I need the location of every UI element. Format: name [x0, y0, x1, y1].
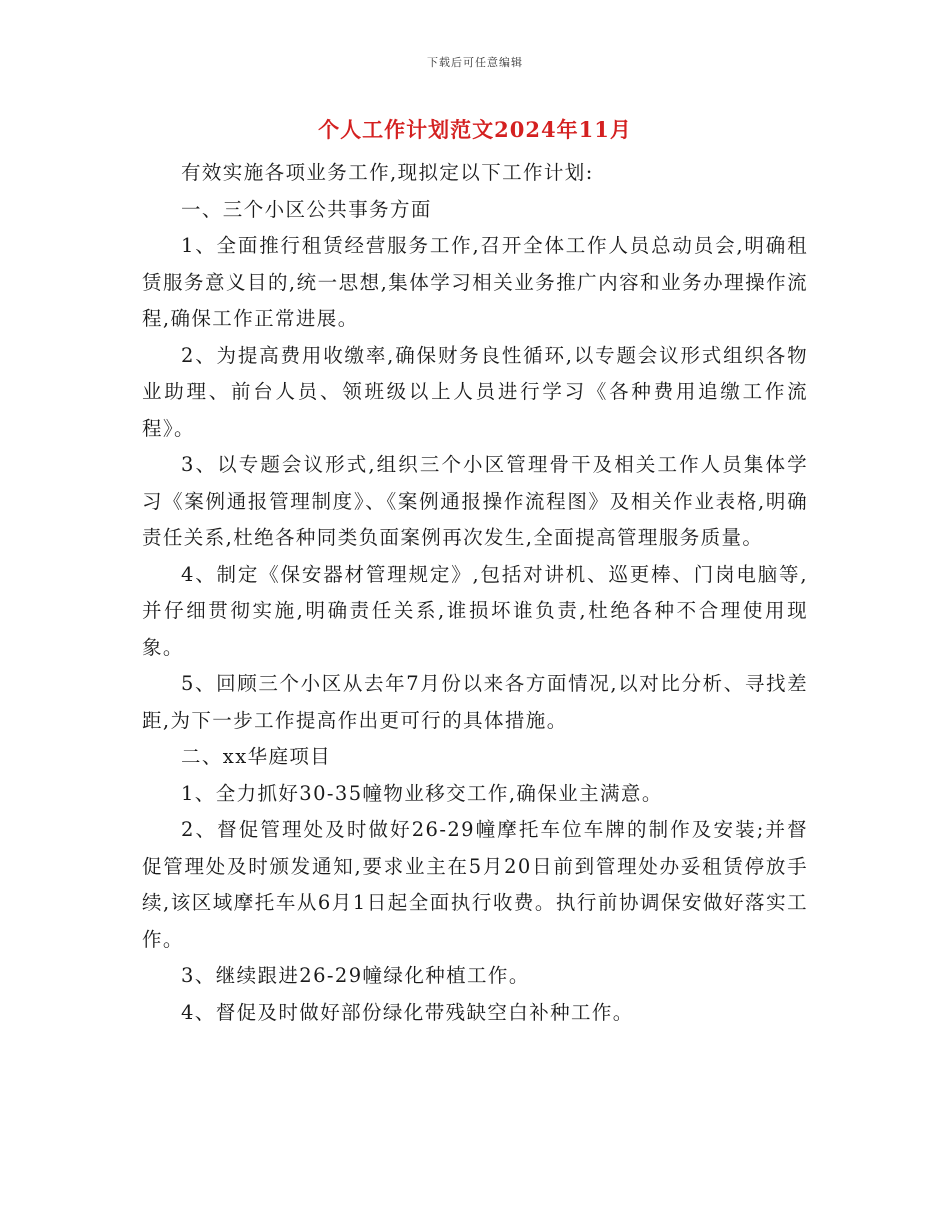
paragraph-item: 1、全面推行租赁经营服务工作,召开全体工作人员总动员会,明确租赁服务意义目的,统一思想,集体学习相关业务推广内容和业务办理操作流程,确保工作正常进展。: [142, 234, 808, 330]
paragraph-item: 2、督促管理处及时做好26-29幢摩托车位车牌的制作及安装;并督促管理处及时颁发通知,要求业主在5月20日前到管理处办妥租赁停放手续,该区域摩托车从6月1日起全面执行收费。执行前协调保安做好落实工作。: [142, 818, 808, 951]
header-note: 下载后可任意编辑: [427, 56, 523, 69]
paragraph-item: 3、以专题会议形式,组织三个小区管理骨干及相关工作人员集体学习《案例通报管理制度》、《案例通报操作流程图》及相关作业表格,明确责任关系,杜绝各种同类负面案例再次发生,全面提高管理服务质量。: [142, 453, 808, 549]
paragraph-item: 3、继续跟进26-29幢绿化种植工作。: [181, 964, 530, 987]
document-title: 个人工作计划范文2024年11月: [318, 117, 632, 142]
paragraph-item: 2、为提高费用收缴率,确保财务良性循环,以专题会议形式组织各物业助理、前台人员、领班级以上人员进行学习《各种费用追缴工作流程》。: [142, 343, 808, 440]
document-body: [142, 155, 808, 1031]
intro-paragraph: 有效实施各项业务工作,现拟定以下工作计划:: [181, 161, 594, 184]
paragraph-item: 1、全力抓好30-35幢物业移交工作,确保业主满意。: [181, 781, 663, 805]
paragraph-item: 4、制定《保安器材管理规定》,包括对讲机、巡更棒、门岗电脑等,并仔细贯彻实施,明确责任关系,谁损坏谁负责,杜绝各种不合理使用现象。: [142, 562, 808, 659]
paragraph-item: 5、回顾三个小区从去年7月份以来各方面情况,以对比分析、寻找差距,为下一步工作提高作出更可行的具体措施。: [142, 672, 808, 732]
paragraph-item: 4、督促及时做好部份绿化带残缺空白补种工作。: [181, 1000, 634, 1024]
section-heading-project: 二、xx华庭项目: [181, 745, 332, 768]
section-heading-public-affairs: 一、三个小区公共事务方面: [181, 197, 432, 221]
